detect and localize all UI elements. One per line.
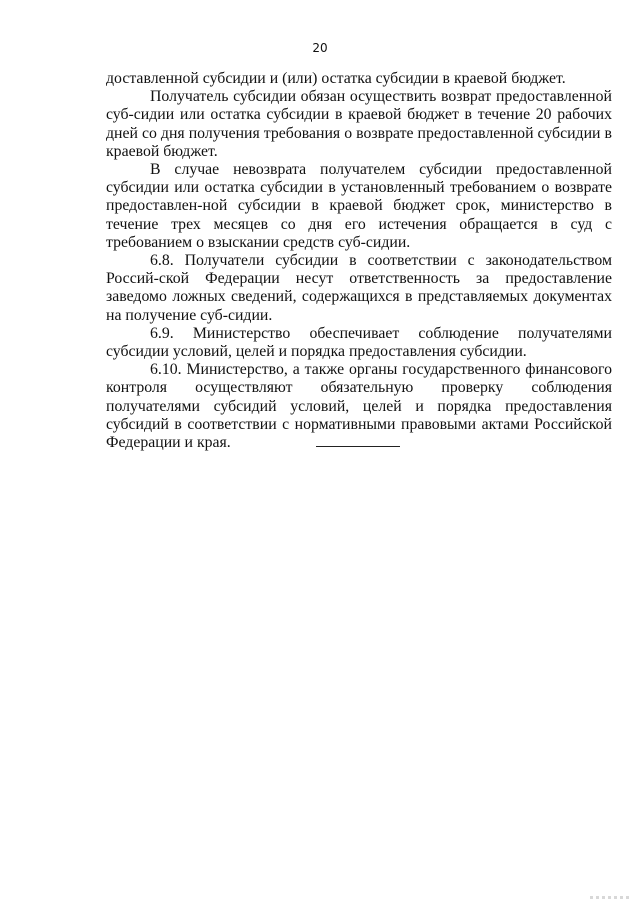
paragraph-continuation: доставленной субсидии и (или) остатка субсидии в краевой бюджет. <box>106 70 566 87</box>
document-body <box>106 70 612 452</box>
paragraph-6-8: 6.8. Получатели субсидии в соответствии с законодательством Россий-ской Федерации несут ответственность за предоставление заведомо ложных сведений, содержащихся в представляемых документах на получение суб-сидии. <box>106 252 612 324</box>
paragraph-non-return: В случае невозврата получателем субсидии предоставленной субсидии или остатка субсидии в установленный требованием о возврате предоставлен-ной субсидии в краевой бюджет срок, министерство в течение трех месяцев со дня его истечения обращается в суд с требованием о взыскании средств суб-сидии. <box>106 161 612 251</box>
page-number: 20 <box>312 41 328 55</box>
paragraph-return-obligation: Получатель субсидии обязан осуществить возврат предоставленной суб-сидии или остатка субсидии в краевой бюджет в течение 20 рабочих дней со дня получения требования о возврате предоставленной субсидии в краевой бюджет. <box>106 88 612 160</box>
paragraph-6-10: 6.10. Министерство, а также органы государственного финансового контроля осуществляют обязательную проверку соблюдения получателями субсидий условий, целей и порядка предоставления субсидий в соответствии с нормативными правовыми актами Российской Федерации и края. <box>106 361 612 452</box>
paragraph-6-9: 6.9. Министерство обеспечивает соблюдение получателями субсидии условий, целей и порядка предоставления субсидии. <box>106 324 612 361</box>
scan-edge-mark <box>590 896 630 899</box>
end-of-text-rule <box>316 446 400 447</box>
